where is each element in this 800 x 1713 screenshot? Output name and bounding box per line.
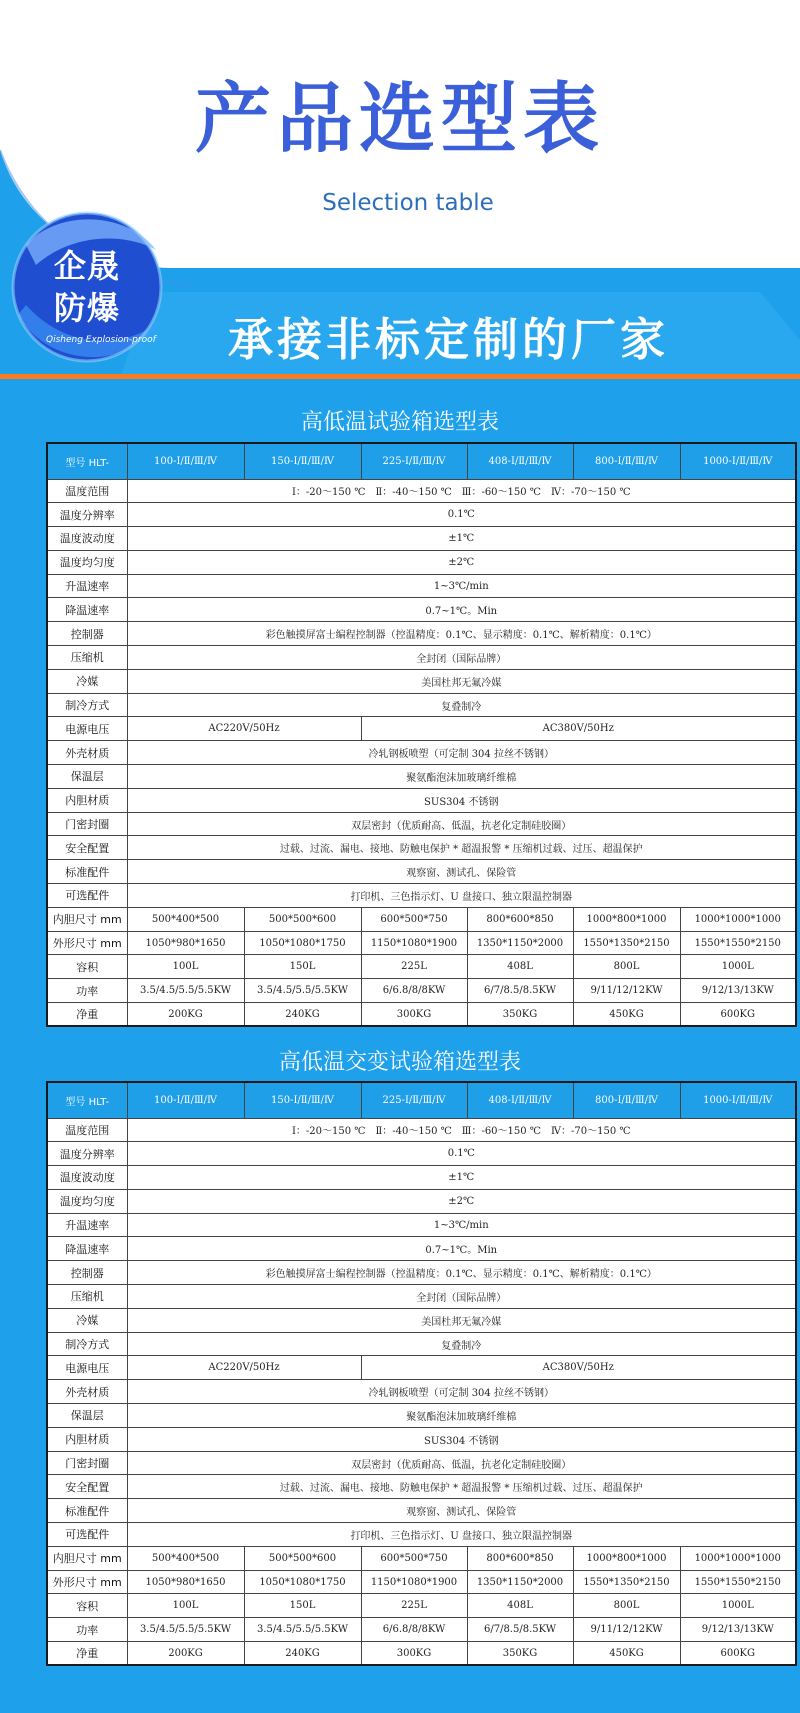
row-label: 降温速率: [47, 598, 127, 622]
row-value: 225L: [361, 1594, 467, 1618]
row-label: 功率: [47, 1618, 127, 1642]
row-label: 门密封圈: [47, 1451, 127, 1475]
row-label: 内胆尺寸 mm: [47, 1546, 127, 1570]
row-value: 1000L: [680, 955, 796, 979]
row-value: 聚氨酯泡沫加玻璃纤维棉: [127, 1404, 796, 1428]
row-label: 可选配件: [47, 884, 127, 908]
row-label: 温度均匀度: [47, 1189, 127, 1213]
row-label: 内胆材质: [47, 1427, 127, 1451]
row-label: 制冷方式: [47, 693, 127, 717]
row-value: Ⅰ：-20～150 ℃ Ⅱ：-40～150 ℃ Ⅲ：-60～150 ℃ Ⅳ：-70～150 ℃: [127, 1118, 796, 1142]
table-header-row: [47, 1082, 796, 1118]
row-label: 容积: [47, 1594, 127, 1618]
model-column-header: 800-Ⅰ/Ⅱ/Ⅲ/Ⅳ: [573, 443, 680, 479]
row-value: 9/11/12/12KW: [573, 979, 680, 1003]
logo-text-line2: 防爆: [53, 289, 120, 327]
table-row: [47, 1475, 796, 1499]
row-value: 9/11/12/12KW: [573, 1618, 680, 1642]
row-value: 1~3℃/min: [127, 574, 796, 598]
row-label: 门密封圈: [47, 812, 127, 836]
table-row: [47, 1261, 796, 1285]
slogan: 承接非标定制的厂家: [228, 313, 670, 366]
table-row: [47, 1285, 796, 1309]
model-column-header: 150-Ⅰ/Ⅱ/Ⅲ/Ⅳ: [244, 1082, 361, 1118]
row-value: 200KG: [127, 1642, 244, 1666]
row-label: 内胆材质: [47, 788, 127, 812]
row-value: 复叠制冷: [127, 693, 796, 717]
row-label: 温度均匀度: [47, 550, 127, 574]
row-value: SUS304 不锈钢: [127, 1427, 796, 1451]
page-subtitle: Selection table: [322, 190, 494, 216]
row-value: 6/6.8/8/8KW: [361, 1618, 467, 1642]
row-value: 1~3℃/min: [127, 1213, 796, 1237]
row-label: 电源电压: [47, 1356, 127, 1380]
table-row: [47, 622, 796, 646]
row-label: 外形尺寸 mm: [47, 931, 127, 955]
row-label: 外壳材质: [47, 1380, 127, 1404]
row-value: 3.5/4.5/5.5/5.5KW: [127, 1618, 244, 1642]
row-value: 600KG: [680, 1003, 796, 1027]
table-row: [47, 669, 796, 693]
row-label: 温度分辨率: [47, 1142, 127, 1166]
row-value: AC380V/50Hz: [361, 717, 796, 741]
table-row: [47, 1189, 796, 1213]
table-row: [47, 907, 796, 931]
row-value: 1150*1080*1900: [361, 1570, 467, 1594]
model-column-header: 800-Ⅰ/Ⅱ/Ⅲ/Ⅳ: [573, 1082, 680, 1118]
table-row: [47, 1308, 796, 1332]
row-value: 800*600*850: [467, 907, 573, 931]
row-value: 观察窗、测试孔、保险管: [127, 1499, 796, 1523]
row-value: 3.5/4.5/5.5/5.5KW: [127, 979, 244, 1003]
row-value: 200KG: [127, 1003, 244, 1027]
table-row: [47, 503, 796, 527]
model-column-header: 1000-Ⅰ/Ⅱ/Ⅲ/Ⅳ: [680, 443, 796, 479]
row-value: 1550*1550*2150: [680, 1570, 796, 1594]
row-label: 保温层: [47, 765, 127, 789]
row-label: 外壳材质: [47, 741, 127, 765]
row-label: 温度范围: [47, 1118, 127, 1142]
row-value: Ⅰ：-20～150 ℃ Ⅱ：-40～150 ℃ Ⅲ：-60～150 ℃ Ⅳ：-70～150 ℃: [127, 479, 796, 503]
model-column-header: 150-Ⅰ/Ⅱ/Ⅲ/Ⅳ: [244, 443, 361, 479]
row-label: 升温速率: [47, 1213, 127, 1237]
row-label: 冷媒: [47, 669, 127, 693]
header-banner: [0, 0, 800, 378]
row-value: 彩色触摸屏富士编程控制器（控温精度：0.1℃、显示精度：0.1℃、解析精度：0.1℃）: [127, 622, 796, 646]
row-value: 500*500*600: [244, 907, 361, 931]
table-row: [47, 1142, 796, 1166]
table-row: [47, 1003, 796, 1027]
table-row: [47, 1427, 796, 1451]
row-value: 全封闭（国际品牌）: [127, 1285, 796, 1309]
row-label: 可选配件: [47, 1523, 127, 1547]
table-row: [47, 1404, 796, 1428]
row-value: 6/6.8/8/8KW: [361, 979, 467, 1003]
row-value: 彩色触摸屏富士编程控制器（控温精度：0.1℃、显示精度：0.1℃、解析精度：0.1℃）: [127, 1261, 796, 1285]
table-row: [47, 860, 796, 884]
table-row: [47, 1451, 796, 1475]
model-label: 型号 HLT-: [47, 1082, 127, 1118]
row-value: AC220V/50Hz: [127, 1356, 361, 1380]
row-label: 温度波动度: [47, 1166, 127, 1190]
row-value: 600KG: [680, 1642, 796, 1666]
row-value: 1000L: [680, 1594, 796, 1618]
row-value: 225L: [361, 955, 467, 979]
row-label: 外形尺寸 mm: [47, 1570, 127, 1594]
table-row: [47, 1642, 796, 1666]
row-value: AC220V/50Hz: [127, 717, 361, 741]
table-row: [47, 1594, 796, 1618]
row-label: 压缩机: [47, 1285, 127, 1309]
row-label: 升温速率: [47, 574, 127, 598]
accent-divider: [0, 374, 800, 379]
row-value: 0.1℃: [127, 1142, 796, 1166]
row-value: 800L: [573, 955, 680, 979]
table-row: [47, 1356, 796, 1380]
spec-table: [46, 1081, 797, 1666]
row-value: 美国杜邦无氟冷媒: [127, 1308, 796, 1332]
row-value: ±2℃: [127, 550, 796, 574]
row-label: 净重: [47, 1003, 127, 1027]
table-row: [47, 1237, 796, 1261]
row-value: 350KG: [467, 1642, 573, 1666]
row-value: 聚氨酯泡沫加玻璃纤维棉: [127, 765, 796, 789]
row-value: 打印机、三色指示灯、U 盘接口、独立限温控制器: [127, 1523, 796, 1547]
model-column-header: 1000-Ⅰ/Ⅱ/Ⅲ/Ⅳ: [680, 1082, 796, 1118]
row-value: 100L: [127, 1594, 244, 1618]
model-label: 型号 HLT-: [47, 443, 127, 479]
row-value: 3.5/4.5/5.5/5.5KW: [244, 1618, 361, 1642]
row-label: 内胆尺寸 mm: [47, 907, 127, 931]
table-row: [47, 1618, 796, 1642]
row-value: 1550*1350*2150: [573, 931, 680, 955]
company-logo: [6, 205, 168, 375]
logo-text-line1: 企晟: [53, 247, 120, 285]
row-value: 双层密封（优质耐高、低温，抗老化定制硅胶圈）: [127, 812, 796, 836]
row-value: 408L: [467, 955, 573, 979]
row-label: 温度分辨率: [47, 503, 127, 527]
row-label: 制冷方式: [47, 1332, 127, 1356]
row-value: 复叠制冷: [127, 1332, 796, 1356]
table-row: [47, 479, 796, 503]
table-row: [47, 598, 796, 622]
row-label: 降温速率: [47, 1237, 127, 1261]
row-value: ±1℃: [127, 1166, 796, 1190]
row-value: 过载、过流、漏电、接地、防触电保护 * 超温报警 * 压缩机过载、过压、超温保护: [127, 836, 796, 860]
table-row: [47, 1166, 796, 1190]
row-value: 9/12/13/13KW: [680, 979, 796, 1003]
row-value: 0.1℃: [127, 503, 796, 527]
row-label: 电源电压: [47, 717, 127, 741]
row-value: 350KG: [467, 1003, 573, 1027]
row-value: 500*400*500: [127, 907, 244, 931]
row-value: 1050*1080*1750: [244, 1570, 361, 1594]
row-value: 打印机、三色指示灯、U 盘接口、独立限温控制器: [127, 884, 796, 908]
row-value: 450KG: [573, 1642, 680, 1666]
row-value: 9/12/13/13KW: [680, 1618, 796, 1642]
model-column-header: 100-Ⅰ/Ⅱ/Ⅲ/Ⅳ: [127, 1082, 244, 1118]
row-value: 双层密封（优质耐高、低温，抗老化定制硅胶圈）: [127, 1451, 796, 1475]
row-value: 408L: [467, 1594, 573, 1618]
row-value: 6/7/8.5/8.5KW: [467, 1618, 573, 1642]
row-value: 1000*800*1000: [573, 1546, 680, 1570]
logo-english: Qisheng Explosion-proof: [46, 335, 156, 345]
row-label: 压缩机: [47, 646, 127, 670]
table-row: [47, 741, 796, 765]
row-value: 冷轧钢板喷塑（可定制 304 拉丝不锈钢）: [127, 1380, 796, 1404]
row-value: 240KG: [244, 1003, 361, 1027]
row-value: 150L: [244, 1594, 361, 1618]
row-value: 1050*980*1650: [127, 1570, 244, 1594]
row-value: 1350*1150*2000: [467, 931, 573, 955]
table-row: [47, 693, 796, 717]
row-label: 控制器: [47, 622, 127, 646]
table-row: [47, 812, 796, 836]
row-value: 1350*1150*2000: [467, 1570, 573, 1594]
row-label: 温度范围: [47, 479, 127, 503]
row-value: 600*500*750: [361, 1546, 467, 1570]
row-value: 过载、过流、漏电、接地、防触电保护 * 超温报警 * 压缩机过载、过压、超温保护: [127, 1475, 796, 1499]
row-value: 1000*800*1000: [573, 907, 680, 931]
model-column-header: 225-Ⅰ/Ⅱ/Ⅲ/Ⅳ: [361, 443, 467, 479]
model-column-header: 408-Ⅰ/Ⅱ/Ⅲ/Ⅳ: [467, 1082, 573, 1118]
row-label: 安全配置: [47, 836, 127, 860]
table-row: [47, 979, 796, 1003]
table-row: [47, 1499, 796, 1523]
row-value: 1050*980*1650: [127, 931, 244, 955]
spec-table: [46, 442, 797, 1027]
row-label: 容积: [47, 955, 127, 979]
table-row: [47, 550, 796, 574]
row-label: 安全配置: [47, 1475, 127, 1499]
row-label: 标准配件: [47, 1499, 127, 1523]
table-title: 高低温交变试验箱选型表: [278, 1050, 521, 1075]
row-value: 450KG: [573, 1003, 680, 1027]
table-row: [47, 1523, 796, 1547]
table-row: [47, 1332, 796, 1356]
row-label: 标准配件: [47, 860, 127, 884]
row-value: 800*600*850: [467, 1546, 573, 1570]
row-value: 240KG: [244, 1642, 361, 1666]
row-value: 1550*1550*2150: [680, 931, 796, 955]
table-row: [47, 884, 796, 908]
row-label: 冷媒: [47, 1308, 127, 1332]
table-row: [47, 931, 796, 955]
row-value: 100L: [127, 955, 244, 979]
row-value: 500*400*500: [127, 1546, 244, 1570]
row-value: 3.5/4.5/5.5/5.5KW: [244, 979, 361, 1003]
table-header-row: [47, 443, 796, 479]
table-title: 高低温试验箱选型表: [300, 410, 499, 435]
row-label: 温度波动度: [47, 527, 127, 551]
row-value: 0.7~1℃。Min: [127, 1237, 796, 1261]
table-row: [47, 717, 796, 741]
model-column-header: 408-Ⅰ/Ⅱ/Ⅲ/Ⅳ: [467, 443, 573, 479]
table-row: [47, 1380, 796, 1404]
row-value: 美国杜邦无氟冷媒: [127, 669, 796, 693]
row-value: 300KG: [361, 1003, 467, 1027]
row-value: 观察窗、测试孔、保险管: [127, 860, 796, 884]
table-row: [47, 527, 796, 551]
row-label: 净重: [47, 1642, 127, 1666]
row-value: 0.7~1℃。Min: [127, 598, 796, 622]
row-value: 1000*1000*1000: [680, 907, 796, 931]
row-value: 500*500*600: [244, 1546, 361, 1570]
row-value: ±1℃: [127, 527, 796, 551]
model-column-header: 225-Ⅰ/Ⅱ/Ⅲ/Ⅳ: [361, 1082, 467, 1118]
table-row: [47, 836, 796, 860]
row-value: 1050*1080*1750: [244, 931, 361, 955]
row-value: 150L: [244, 955, 361, 979]
row-value: 800L: [573, 1594, 680, 1618]
row-value: 全封闭（国际品牌）: [127, 646, 796, 670]
row-label: 保温层: [47, 1404, 127, 1428]
table-row: [47, 646, 796, 670]
table-row: [47, 1213, 796, 1237]
row-value: AC380V/50Hz: [361, 1356, 796, 1380]
row-value: 600*500*750: [361, 907, 467, 931]
row-value: 冷轧钢板喷塑（可定制 304 拉丝不锈钢）: [127, 741, 796, 765]
table-row: [47, 574, 796, 598]
row-value: 1150*1080*1900: [361, 931, 467, 955]
model-column-header: 100-Ⅰ/Ⅱ/Ⅲ/Ⅳ: [127, 443, 244, 479]
row-value: 1000*1000*1000: [680, 1546, 796, 1570]
table-row: [47, 1546, 796, 1570]
row-label: 功率: [47, 979, 127, 1003]
table-row: [47, 765, 796, 789]
table-row: [47, 955, 796, 979]
table-row: [47, 1118, 796, 1142]
row-value: 300KG: [361, 1642, 467, 1666]
table-row: [47, 788, 796, 812]
row-label: 控制器: [47, 1261, 127, 1285]
row-value: 1550*1350*2150: [573, 1570, 680, 1594]
row-value: SUS304 不锈钢: [127, 788, 796, 812]
page-title: 产品选型表: [195, 74, 605, 163]
table-row: [47, 1570, 796, 1594]
row-value: ±2℃: [127, 1189, 796, 1213]
row-value: 6/7/8.5/8.5KW: [467, 979, 573, 1003]
